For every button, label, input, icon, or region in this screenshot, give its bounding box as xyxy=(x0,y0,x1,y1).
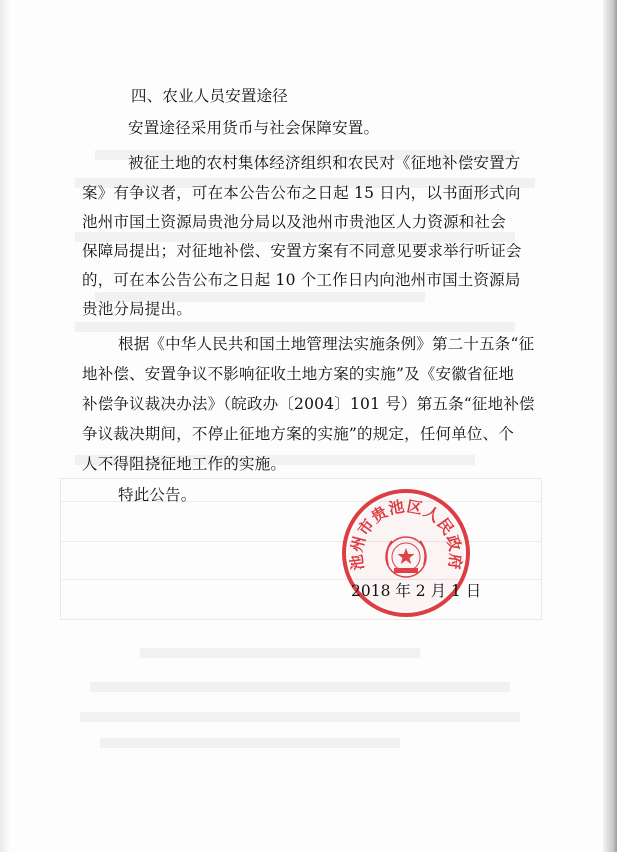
paragraph-2-line-2: 案》有争议者，可在本公告公布之日起 15 日内，以书面形式向 xyxy=(82,184,521,202)
section-heading: 四、农业人员安置途径 xyxy=(131,87,289,105)
paragraph-3-line-2: 地补偿、安置争议不影响征收土地方案的实施”及《安徽省征地 xyxy=(82,365,515,383)
paragraph-3-line-3: 补偿争议裁决办法》（皖政办〔2004〕101 号）第五条“征地补偿 xyxy=(82,395,535,413)
national-emblem-icon xyxy=(386,537,426,577)
paragraph-2-line-5: 的，可在本公告公布之日起 10 个工作日内向池州市国土资源局 xyxy=(82,271,521,289)
announcement-date: 2018 年 2 月 1 日 xyxy=(351,582,482,600)
svg-text:池州市贵池区人民政府: 池州市贵池区人民政府 xyxy=(347,497,465,572)
paragraph-3-line-1: 根据《中华人民共和国土地管理法实施条例》第二十五条“征 xyxy=(118,335,535,353)
paragraph-2-line-3: 池州市国土资源局贵池分局以及池州市贵池区人力资源和社会 xyxy=(82,213,506,231)
paragraph-2-line-1: 被征土地的农村集体经济组织和农民对《征地补偿安置方 xyxy=(128,154,521,172)
paragraph-1-line-1: 安置途径采用货币与社会保障安置。 xyxy=(128,119,380,137)
paragraph-2-line-4: 保障局提出；对征地补偿、安置方案有不同意见要求举行听证会 xyxy=(82,242,522,260)
paragraph-2-line-6: 贵池分局提出。 xyxy=(82,300,192,318)
paragraph-3-line-4: 争议裁决期间，不停止征地方案的实施”的规定，任何单位、个 xyxy=(82,425,515,443)
closing-remark: 特此公告。 xyxy=(118,486,197,504)
paragraph-3-line-5: 人不得阻挠征地工作的实施。 xyxy=(82,455,287,473)
